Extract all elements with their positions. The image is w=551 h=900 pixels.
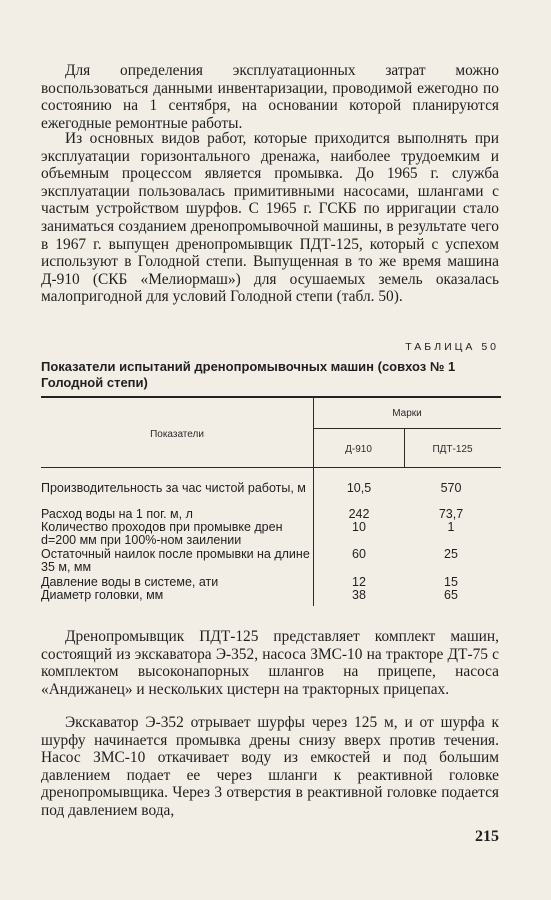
header-col-pdt125: ПДТ-125 bbox=[432, 444, 473, 455]
test-results-table bbox=[41, 396, 501, 608]
row-passes-d910: 10 bbox=[352, 520, 366, 534]
row-passes-pdt125: 1 bbox=[447, 520, 455, 534]
table-caption: Показатели испытаний дренопромывочных машин (совхоз № 1 Голодной степи) bbox=[41, 359, 456, 390]
table-header-rule bbox=[41, 467, 501, 468]
row-water-pdt125: 73,7 bbox=[438, 507, 464, 521]
row-diameter-label: Диаметр головки, мм bbox=[41, 588, 164, 602]
paragraph-3: Дренопромывщик ПДТ-125 представляет комплект машин, состоящий из экскаватора Э-352, насоса ЗМС-10 на тракторе ДТ-75 с комплектом высоконапорных шлангов на прицепе, насоса «Андижанец» и нескольких цистерн на тракторных прицепах. bbox=[41, 628, 499, 698]
paragraph-2: Из основных видов работ, которые приходится выполнять при эксплуатации горизонтального дренажа, наиболее трудоемким и объемным процессом является промывка. До 1965 г. служба эксплуатации пользовалась примитивными насосами, шлангами с частым устройством шурфов. С 1965 г. ГСКБ по ирригации стало заниматься созданием дренопромывочной машины, в результате чего в 1967 г. выпущен дренопромывщик ПДТ-125, который с успехом используют в Голодной степи. Выпущенная в то же время машина Д-910 (СКБ «Мелиормаш») для осушаемых земель оказалась малопригодной для условий Голодной степи (табл. 50). bbox=[41, 130, 499, 306]
paragraph-4: Экскаватор Э-352 отрывает шурфы через 125 м, и от шурфа к шурфу начинается промывка дрены снизу вверх против течения. Насос ЗМС-10 откачивает воду из емкостей и под большим давлением подает ее через шланги к реактивной головке дренопромывщика. Через 3 отверстия в реактивной головке подается под давлением вода, bbox=[41, 714, 499, 819]
table-column-divider bbox=[313, 396, 314, 606]
row-productivity-pdt125: 570 bbox=[440, 481, 462, 495]
row-water-d910: 242 bbox=[348, 507, 370, 521]
row-diameter-pdt125: 65 bbox=[444, 588, 458, 602]
row-productivity-d910: 10,5 bbox=[346, 481, 372, 495]
row-water-label: Расход воды на 1 пог. м, л bbox=[41, 507, 193, 521]
row-silt-label: Остаточный наилок после промывки на длине 35 м, мм bbox=[41, 547, 310, 574]
row-pressure-label: Давление воды в системе, ати bbox=[41, 575, 219, 589]
header-col-d910: Д-910 bbox=[345, 444, 372, 455]
row-passes-label: Количество проходов при промывке дрен d=200 мм при 100%-ном заилении bbox=[41, 520, 283, 547]
table-label: ТАБЛИЦА 50 bbox=[405, 341, 499, 353]
row-pressure-pdt125: 15 bbox=[444, 575, 458, 589]
row-pressure-d910: 12 bbox=[352, 575, 366, 589]
table-subheader-rule bbox=[313, 428, 501, 429]
row-diameter-d910: 38 bbox=[352, 588, 366, 602]
row-silt-pdt125: 25 bbox=[444, 547, 458, 561]
paragraph-1: Для определения эксплуатационных затрат можно воспользоваться данными инвентаризации, проводимой ежегодно по состоянию на 1 сентября, на основании которой планируются ежегодные ремонтные работы. bbox=[41, 62, 499, 132]
row-productivity-label: Производительность за час чистой работы, м bbox=[41, 481, 306, 495]
row-silt-d910: 60 bbox=[352, 547, 366, 561]
table-top-rule bbox=[41, 396, 501, 398]
page-number: 215 bbox=[475, 828, 499, 845]
header-indicators: Показатели bbox=[150, 429, 204, 440]
header-brands: Марки bbox=[392, 408, 422, 419]
